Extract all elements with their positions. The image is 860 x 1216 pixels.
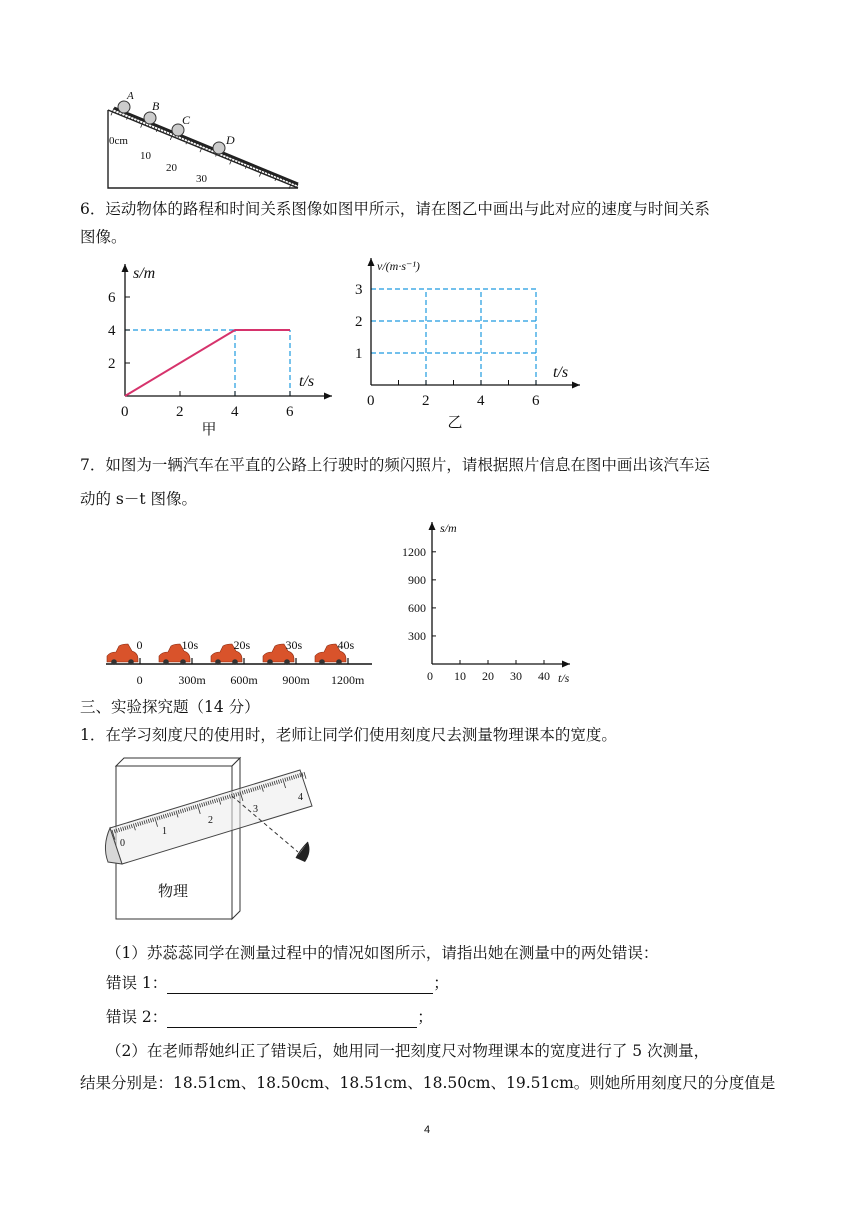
error1-row <box>106 972 449 994</box>
ball-b <box>144 112 156 124</box>
ruler-number-3: 3 <box>253 804 258 815</box>
figure-caption-jia: 甲 <box>201 422 217 438</box>
car-0 <box>107 644 138 665</box>
chart-s-t-blank <box>398 518 588 688</box>
figure-caption-yi: 乙 <box>447 415 463 431</box>
y-axis-arrow <box>122 264 129 272</box>
y-axis-arrow <box>429 522 436 530</box>
error1-answer-blank[interactable] <box>167 975 433 994</box>
y-tick-label-1200: 1200 <box>402 544 426 559</box>
x-tick-label-10: 10 <box>454 669 466 683</box>
y-tick-label-6: 6 <box>108 290 116 306</box>
car-wheel-rear-3 <box>267 659 273 665</box>
page-number: 4 <box>424 1124 431 1136</box>
x-tick-label-20: 20 <box>482 669 494 683</box>
car-wheel-rear-2 <box>215 659 221 665</box>
distance-label-0: 0 <box>136 673 143 687</box>
ruler-number-4: 4 <box>298 792 303 803</box>
ruler-label-10: 10 <box>140 150 151 162</box>
exp1-part2-line1: （2）在老师帮她纠正了错误后，她用同一把刻度尺对物理课本的宽度进行了 5 次测量， <box>106 1042 710 1060</box>
exp1-part2-line2: 结果分别是：18.51cm、18.50cm、18.51cm、18.50cm、19.51cm。则她所用刻度尺的分度值是 <box>80 1074 776 1092</box>
ruler-number-1: 1 <box>162 826 167 837</box>
chart-yi-v-t <box>344 252 594 436</box>
x-tick-label-2: 2 <box>176 404 184 420</box>
car-wheel-rear-0 <box>111 659 117 665</box>
x-tick-label-4: 4 <box>231 404 239 420</box>
incline-ruler-figure <box>100 88 310 192</box>
time-label-4: 40s <box>337 638 355 652</box>
y-tick-label-4: 4 <box>108 323 116 339</box>
error1-label: 错误 1： <box>106 974 168 992</box>
y-tick-label-3: 3 <box>355 282 363 298</box>
y-axis-label: s/m <box>440 521 457 535</box>
x-axis-label: t/s <box>553 364 569 381</box>
x-tick-label-2: 2 <box>422 393 430 409</box>
x-tick-label-6: 6 <box>532 393 540 409</box>
x-axis-label: t/s <box>558 671 570 685</box>
x-tick-label-30: 30 <box>510 669 522 683</box>
x-axis-arrow <box>572 382 580 389</box>
y-tick-label-300: 300 <box>408 628 426 643</box>
section-3-heading: 三、实验探究题（14 分） <box>80 698 260 716</box>
point-label-c: C <box>182 113 191 127</box>
book-title: 物理 <box>158 884 189 900</box>
time-label-0: 0 <box>136 638 143 652</box>
q6-text-line1: 6．运动物体的路程和时间关系图像如图甲所示，请在图乙中画出与此对应的速度与时间关系 <box>80 200 710 218</box>
error2-answer-blank[interactable] <box>167 1009 417 1028</box>
y-tick-label-600: 600 <box>408 600 426 615</box>
q7-text-line1: 7．如图为一辆汽车在平直的公路上行驶时的频闪照片，请根据照片信息在图中画出该汽车运 <box>80 456 710 474</box>
y-tick-label-2: 2 <box>108 356 116 372</box>
ball-d <box>213 142 225 154</box>
x-axis-arrow <box>324 393 332 400</box>
ruler-label-0cm: 0cm <box>109 135 128 147</box>
car-wheel-front-3 <box>284 659 290 665</box>
car-wheel-rear-4 <box>319 659 325 665</box>
chart-jia-s-t <box>96 256 346 436</box>
book-ruler-figure <box>100 756 330 924</box>
x-tick-label-40: 40 <box>538 669 550 683</box>
distance-label-4: 1200m <box>331 673 365 687</box>
car-wheel-front-2 <box>232 659 238 665</box>
x-tick-label-6: 6 <box>286 404 294 420</box>
y-tick-label-2: 2 <box>355 314 363 330</box>
exp1-part1-question: （1）苏蕊蕊同学在测量过程中的情况如图所示，请指出她在测量中的两处错误： <box>106 944 659 962</box>
car-wheel-rear-1 <box>163 659 169 665</box>
time-label-2: 20s <box>233 638 251 652</box>
distance-label-1: 300m <box>178 673 206 687</box>
q6-text-line2: 图像。 <box>80 228 127 246</box>
x-tick-label-0: 0 <box>367 393 375 409</box>
ruler-label-30: 30 <box>196 173 207 185</box>
x-tick-label-4: 4 <box>477 393 485 409</box>
time-label-1: 10s <box>181 638 199 652</box>
eye-icon <box>296 842 309 862</box>
point-label-d: D <box>226 133 235 147</box>
s-t-line-series-0 <box>125 330 290 396</box>
ruler-number-0: 0 <box>120 838 125 849</box>
y-axis-label: v/(m·s⁻¹) <box>377 259 420 273</box>
exp1-intro: 1．在学习刻度尺的使用时，老师让同学们使用刻度尺去测量物理课本的宽度。 <box>80 726 617 744</box>
car-wheel-front-1 <box>180 659 186 665</box>
y-tick-label-900: 900 <box>408 572 426 587</box>
error1-end: ； <box>433 974 449 992</box>
car-wheel-front-4 <box>336 659 342 665</box>
ruler-label-20: 20 <box>166 162 177 174</box>
point-label-b: B <box>152 99 160 113</box>
y-axis-arrow <box>368 258 375 266</box>
distance-label-2: 600m <box>230 673 258 687</box>
x-tick-label-0: 0 <box>121 404 129 420</box>
x-axis-arrow <box>562 661 570 668</box>
distance-label-3: 900m <box>282 673 310 687</box>
q7-text-line2: 动的 s－t 图像。 <box>80 490 198 508</box>
ball-a <box>118 101 130 113</box>
ruler-number-2: 2 <box>208 815 213 826</box>
x-axis-label: t/s <box>299 373 315 390</box>
error2-label: 错误 2： <box>106 1008 168 1026</box>
error2-row <box>106 1006 433 1028</box>
time-label-3: 30s <box>285 638 303 652</box>
car-body-0 <box>107 644 138 662</box>
x-tick-label-0: 0 <box>427 669 433 683</box>
car-wheel-front-0 <box>128 659 134 665</box>
point-label-a: A <box>127 90 134 102</box>
car-strobe-figure <box>100 632 380 690</box>
y-axis-label: s/m <box>133 265 156 282</box>
error2-end: ； <box>417 1008 433 1026</box>
y-tick-label-1: 1 <box>355 346 363 362</box>
